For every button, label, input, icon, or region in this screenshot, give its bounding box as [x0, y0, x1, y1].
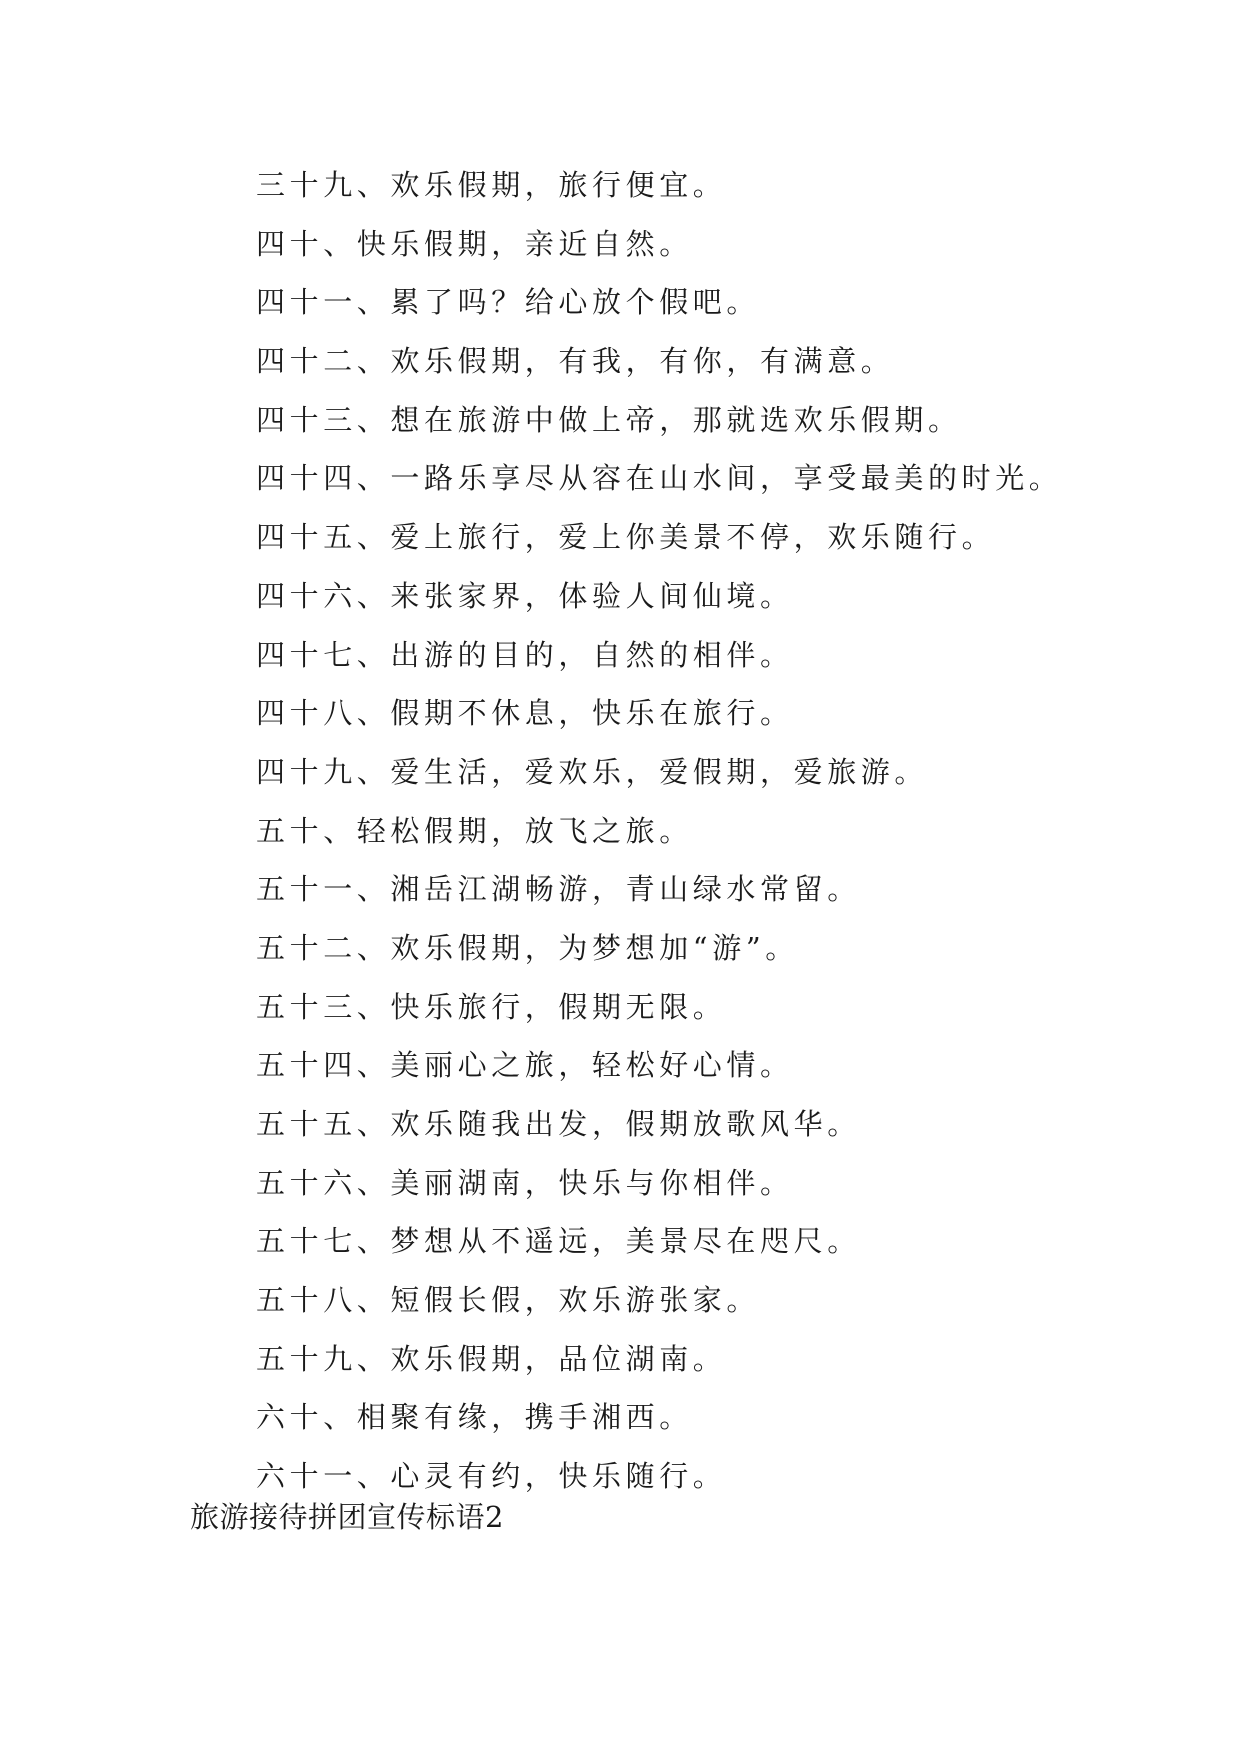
slogan-item: 六十一、心灵有约，快乐随行。: [256, 1459, 727, 1494]
slogan-item: 五十九、欢乐假期，品位湖南。: [256, 1341, 727, 1376]
slogan-item: 四十四、一路乐享尽从容在山水间，享受最美的时光。: [256, 461, 1063, 496]
slogan-item: 四十五、爱上旅行，爱上你美景不停，欢乐随行。: [256, 520, 996, 555]
slogan-item: 四十九、爱生活，爱欢乐，爱假期，爱旅游。: [256, 754, 929, 789]
slogan-item: 五十三、快乐旅行，假期无限。: [256, 989, 727, 1024]
slogan-item: 五十四、美丽心之旅，轻松好心情。: [256, 1048, 794, 1083]
slogan-item: 五十六、美丽湖南，快乐与你相伴。: [256, 1165, 794, 1200]
slogan-item: 三十九、欢乐假期，旅行便宜。: [256, 168, 727, 202]
slogan-item: 五十、轻松假期，放飞之旅。: [256, 813, 693, 848]
slogan-item: 五十五、欢乐随我出发，假期放歌风华。: [256, 1107, 861, 1141]
slogan-item: 四十二、欢乐假期，有我，有你，有满意。: [256, 344, 895, 379]
slogan-item: 四十七、出游的目的，自然的相伴。: [256, 637, 794, 672]
slogan-item: 六十、相聚有缘，携手湘西。: [256, 1400, 693, 1435]
slogan-item: 四十八、假期不休息，快乐在旅行。: [256, 696, 794, 731]
section-heading: 旅游接待拼团宣传标语2: [190, 1500, 504, 1534]
slogan-item: 五十一、湘岳江湖畅游，青山绿水常留。: [256, 872, 861, 907]
slogan-item: 四十六、来张家界，体验人间仙境。: [256, 578, 794, 613]
slogan-item: 五十二、欢乐假期，为梦想加“游”。: [256, 930, 799, 965]
slogan-list: [256, 156, 1062, 1506]
slogan-item: 四十三、想在旅游中做上帝，那就选欢乐假期。: [256, 402, 962, 437]
slogan-item: 五十七、梦想从不遥远，美景尽在咫尺。: [256, 1224, 861, 1259]
slogan-item: 四十、快乐假期，亲近自然。: [256, 226, 693, 261]
slogan-item: 四十一、累了吗？给心放个假吧。: [256, 285, 761, 320]
slogan-item: 五十八、短假长假，欢乐游张家。: [256, 1283, 761, 1318]
